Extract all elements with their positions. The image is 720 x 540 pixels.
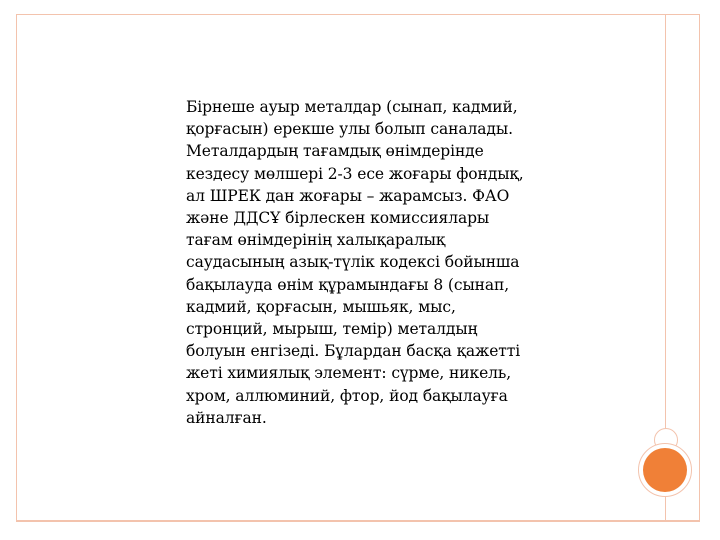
frame-bottom-edge [16,520,700,522]
slide-body-text: Бірнеше ауыр металдар (сынап, кадмий, қорғасын) ерекше улы болып саналады. Металдардың тағамдық өнімдерінде кездесу мөлшері 2-3 есе жоғары фондық, ал ШРЕК дан жоғары – жарамсыз. ФАО және ДДСҰ бірлескен комиссиялары тағам өнімдерінің халықаралық саудасының азық-түлік кодексі бойынша бақылауда өнім құрамындағы 8 (сынап, кадмий, қорғасын, мышьяк, мыс, стронций, мырыш, темір) металдың болуын енгізеді. Бұлардан басқа қажетті жеті химиялық элемент: сүрме, никель, хром, аллюминий, фтор, йод бақылауға айналған. [186,98,524,427]
decorative-orange-circle [643,448,687,492]
